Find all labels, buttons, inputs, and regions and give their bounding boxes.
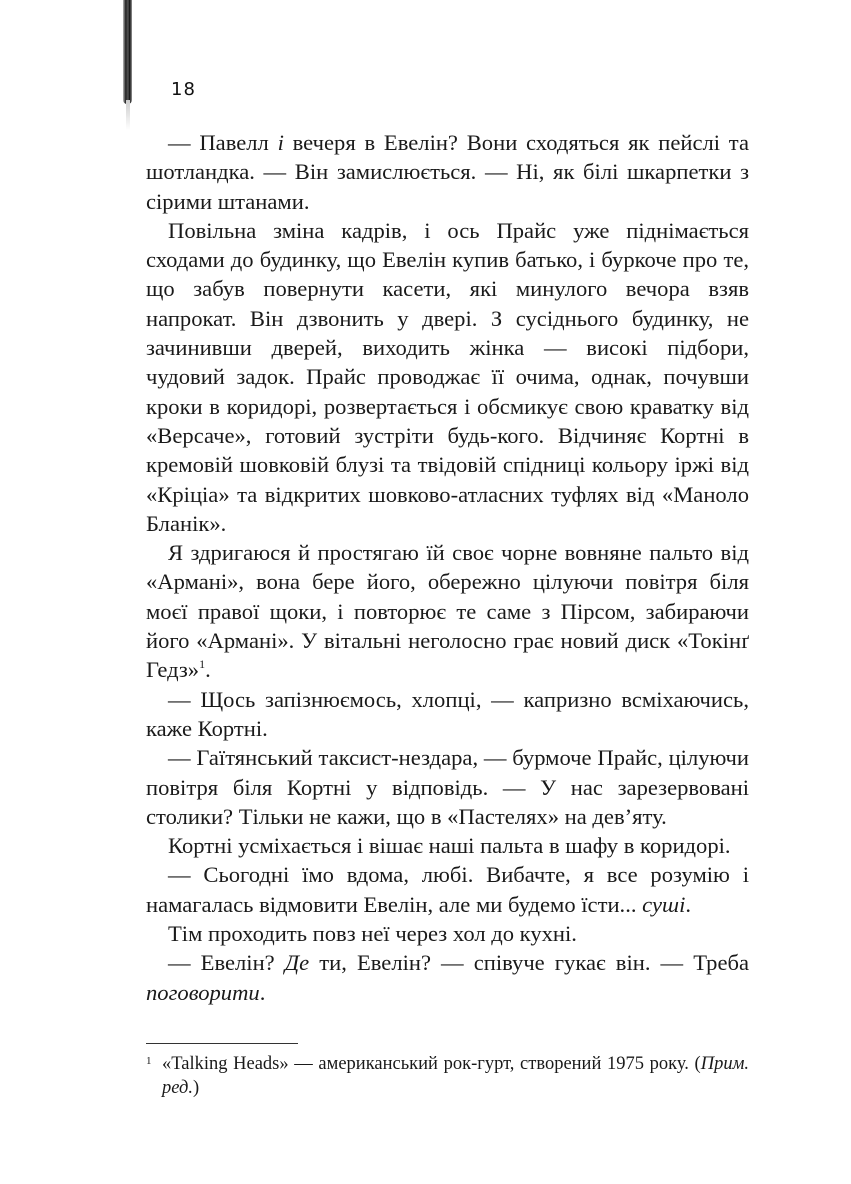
text-run: Кортні усміхається і вішає наші пальта в шафу в коридорі. [168, 833, 731, 859]
footnote-text: «Talking Heads» — американський рок-гурт, створений 1975 року. (Прим. ред.) [162, 1054, 749, 1098]
paragraph [146, 538, 749, 684]
paragraph [146, 743, 749, 831]
text-run: — Евелін? [168, 950, 285, 976]
paragraph [146, 128, 749, 216]
text-run: — Павелл [168, 130, 278, 155]
text-run: Повільна зміна кадрів, і ось Прайс уже піднімається сходами до будинку, що Евелін купив батько, і буркоче про те, що забув повернути касети, які минулого вечора взяв напрокат. Він дзвонить у двері. З сусіднього будинку, не зачинивши дверей, виходить жінка — високі підбори, чудовий задок. Прайс проводжає її очима, однак, почувши кроки в коридорі, розвертається і обсмикує свою краватку від «Версаче», готовий зустріти будь-кого. Відчиняє Кортні в кремовій шовковій блузі та твідовій спідниці кольору іржі від «Кріціа» та відкритих шовково-атласних туфлях від «Маноло Бланік». [146, 217, 749, 536]
paragraph [146, 860, 749, 919]
text-run: — Сьогодні їмо вдома, любі. Вибачте, я все розумію і намагалась відмовити Евелін, але ми будемо їсти... [146, 862, 749, 917]
emphasis: Де [284, 950, 310, 976]
emphasis: суші [642, 891, 686, 917]
emphasis: поговорити [146, 979, 260, 1005]
text-run: ти, Евелін? — співуче гукає він. — Треба [309, 950, 749, 976]
text-run: вечеря в Евелін? Вони сходяться як пейслі та шотландка. — Він замислюється. — Ні, як білі шкарпетки з сірими штанами. [146, 130, 749, 214]
paragraph [146, 948, 749, 1007]
paragraph [146, 919, 749, 948]
body-text [146, 128, 749, 1007]
text-run: Я здригаюся й простягаю їй своє чорне вовняне пальто від «Армані», вона бере його, обережно цілуючи повітря біля моєї правої щоки, і повторює те саме з Пірсом, забираючи його «Армані». У вітальні неголосно грає новий диск «Токінґ Гедз» [146, 540, 749, 683]
footnote [146, 1052, 749, 1100]
paragraph [146, 216, 749, 538]
emphasis: і [277, 130, 284, 155]
page-number: 18 [171, 79, 196, 100]
text-run: — Гаїтянський таксист-нездара, — бурмоче Прайс, цілуючи повітря біля Кортні у відповідь. — У нас зарезервовані столики? Тільки не кажи, що в «Пастелях» на дев’яту. [146, 745, 749, 829]
text-run: . [685, 891, 692, 917]
footnote-mark: 1 [146, 1055, 152, 1067]
footnote-reference: 1 [199, 657, 206, 672]
page-edge-fade [126, 100, 130, 130]
text-run: — Щось запізнюємось, хлопці, — капризно всміхаючись, каже Кортні. [146, 686, 749, 741]
text-run: . [259, 979, 266, 1005]
text-run: . [205, 657, 211, 683]
footnote-divider [146, 1043, 298, 1044]
page-edge-binding-shadow [123, 0, 132, 104]
paragraph [146, 831, 749, 860]
text-run: Тім проходить повз неї через хол до кухні. [168, 921, 577, 947]
paragraph [146, 685, 749, 744]
